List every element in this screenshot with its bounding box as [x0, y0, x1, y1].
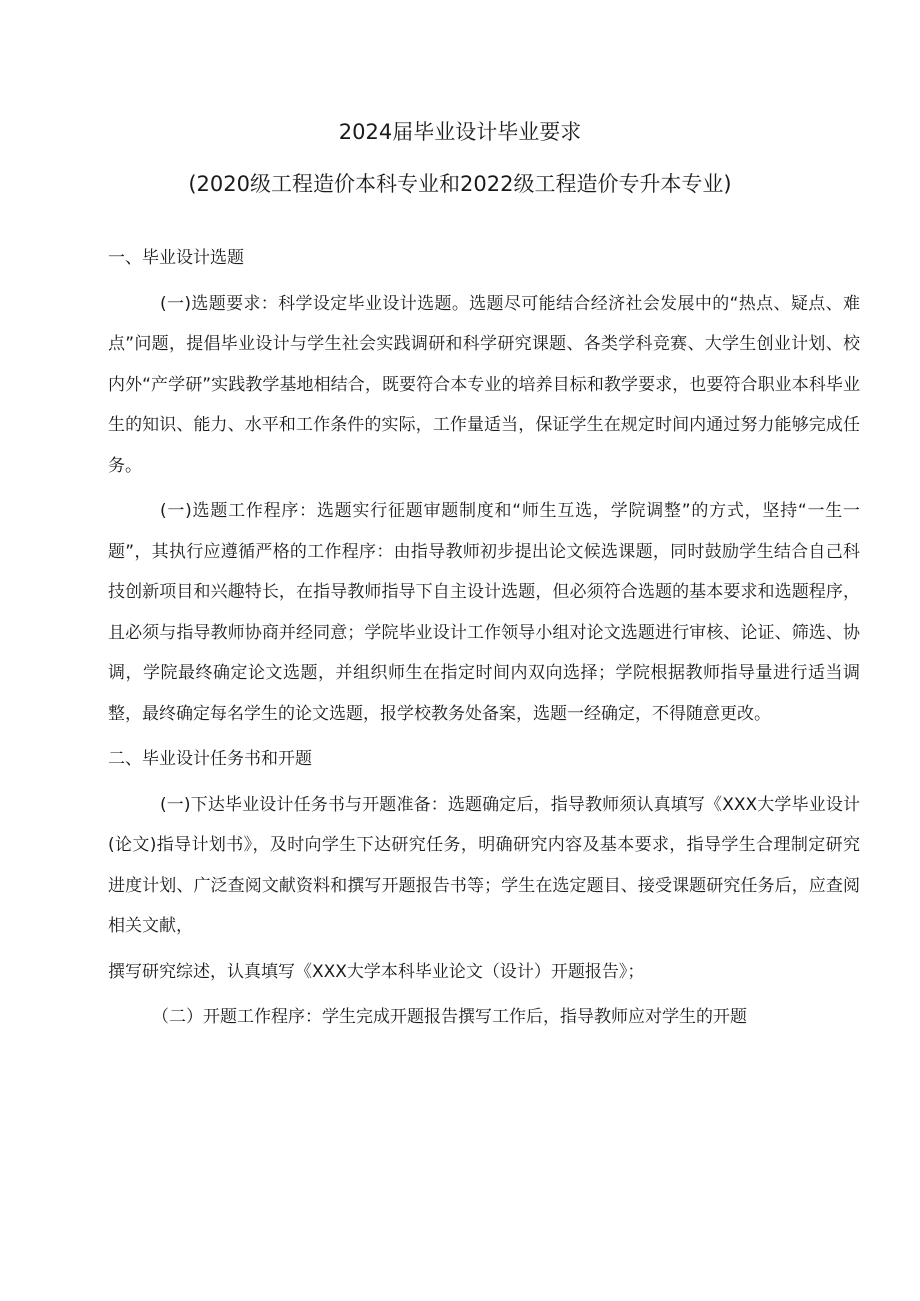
document-body — [108, 238, 860, 1038]
paragraph-topic-procedure: (一)选题工作程序：选题实行征题审题制度和“师生互选，学院调整”的方式，坚持“一生一题”，其执行应遵循严格的工作程序：由指导教师初步提出论文候选课题，同时鼓励学生结合自己科技创新项目和兴趣特长，在指导教师指导下自主设计选题，但必须符合选题的基本要求和选题程序，且必须与指导教师协商并经同意；学院毕业设计工作领导小组对论文选题进行审核、论证、筛选、协调，学院最终确定论文选题，并组织师生在指定时间内双向选择；学院根据教师指导量进行适当调整，最终确定每名学生的论文选题，报学校教务处备案，选题一经确定，不得随意更改。 — [108, 501, 860, 724]
paragraph-topic-requirements: (一)选题要求：科学设定毕业设计选题。选题尽可能结合经济社会发展中的“热点、疑点、难点”问题，提倡毕业设计与学生社会实践调研和科学研究课题、各类学科竞赛、大学生创业计划、校内外“产学研”实践教学基地相结合，既要符合本专业的培养目标和教学要求，也要符合职业本科毕业生的知识、能力、水平和工作条件的实际，工作量适当，保证学生在规定时间内通过努力能够完成任务。 — [108, 293, 860, 476]
document-title: 2024届毕业设计毕业要求 — [338, 120, 582, 144]
paragraph-opening-procedure: （二）开题工作程序：学生完成开题报告撰写工作后，指导教师应对学生的开题 — [152, 1007, 747, 1027]
section-heading-2: 二、毕业设计任务书和开题 — [108, 749, 312, 769]
paragraph-task-book: (一)下达毕业设计任务书与开题准备：选题确定后，指导教师须认真填写《XXX大学毕业设计(论文)指导计划书》，及时向学生下达研究任务，明确研究内容及基本要求，指导学生合理制定研究进度计划、广泛查阅文献资料和撰写开题报告书等；学生在选定题目、接受课题研究任务后，应查阅相关文献， — [108, 794, 860, 936]
document-subtitle: (2020级工程造价本科专业和2022级工程造价专升本专业) — [188, 172, 732, 196]
paragraph-task-book-continued: 撰写研究综述，认真填写《XXX大学本科毕业论文（设计）开题报告》； — [108, 961, 645, 982]
section-heading-1: 一、毕业设计选题 — [108, 248, 244, 268]
